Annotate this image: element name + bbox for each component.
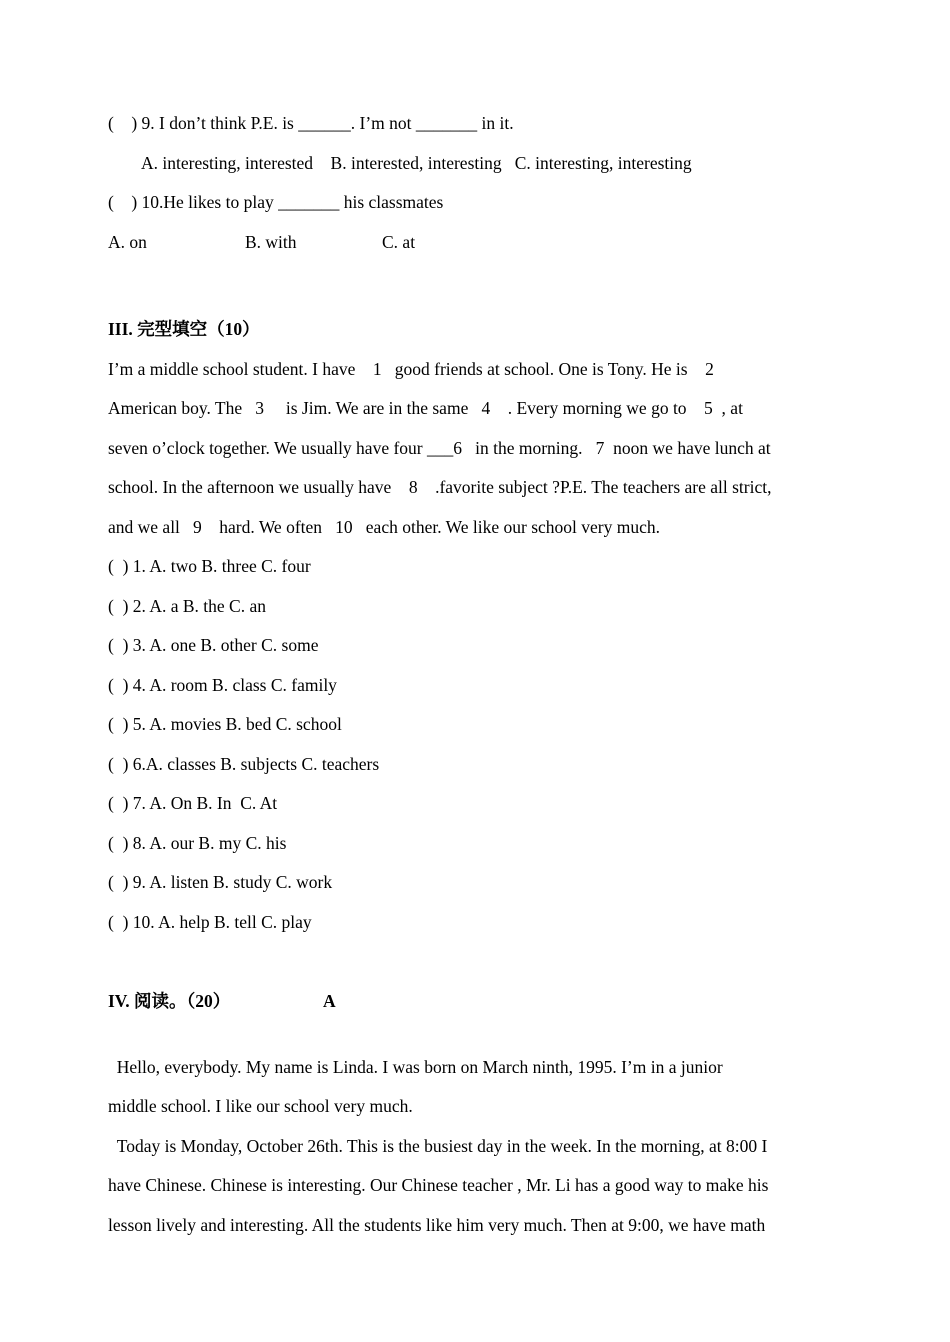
reading-heading-label: IV. 阅读。（20） [108, 991, 231, 1011]
spacer-after-reading-heading [108, 1022, 843, 1048]
cloze-passage-line-3: seven o’clock together. We usually have four ___6 in the morning. 7 noon we have lunch at [108, 437, 771, 458]
question-10-option-b: B. with [245, 231, 297, 252]
reading-paragraph-2-line-2: have Chinese. Chinese is interesting. Our Chinese teacher , Mr. Li has a good way to make his [108, 1175, 769, 1195]
reading-paragraph-1-line-2: middle school. I like our school very much. [108, 1096, 413, 1116]
question-10-option-a: A. on [108, 231, 147, 252]
spacer-before-cloze [108, 262, 843, 288]
cloze-item-8: ( ) 8. A. our B. my C. his [108, 832, 287, 853]
reading-section-heading [108, 982, 843, 1022]
question-10-option-c: C. at [382, 231, 416, 252]
cloze-item-1: ( ) 1. A. two B. three C. four [108, 556, 311, 576]
spacer-before-reading [108, 942, 843, 982]
question-9-stem: ( ) 9. I don’t think P.E. is ______. I’m not _______ in it. [108, 113, 514, 133]
reading-part-letter: A [323, 991, 336, 1011]
cloze-item-7: ( ) 7. A. On B. In C. At [108, 793, 278, 813]
question-10-options [108, 223, 843, 263]
document-content [108, 104, 843, 1245]
cloze-item-5: ( ) 5. A. movies B. bed C. school [108, 714, 342, 734]
cloze-passage-line-4: school. In the afternoon we usually have 8 .favorite subject ?P.E. The teachers are all strict, [108, 477, 772, 497]
question-10-stem: ( ) 10.He likes to play _______ his classmates [108, 192, 444, 212]
cloze-item-2: ( ) 2. A. a B. the C. an [108, 595, 266, 616]
cloze-item-3: ( ) 3. A. one B. other C. some [108, 635, 319, 655]
cloze-item-6: ( ) 6.A. classes B. subjects C. teachers [108, 753, 380, 774]
cloze-item-10: ( ) 10. A. help B. tell C. play [108, 911, 312, 932]
cloze-item-4: ( ) 4. A. room B. class C. family [108, 674, 337, 695]
cloze-section-heading: III. 完型填空（10） [108, 319, 260, 339]
question-9-options: A. interesting, interested B. interested, interesting C. interesting, interesting [141, 152, 692, 173]
cloze-item-9: ( ) 9. A. listen B. study C. work [108, 872, 333, 892]
reading-paragraph-2-line-3: lesson lively and interesting. All the students like him very much. Then at 9:00, we have math [108, 1214, 766, 1235]
cloze-passage-line-1: I’m a middle school student. I have 1 good friends at school. One is Tony. He is 2 [108, 358, 714, 379]
cloze-passage-line-5: and we all 9 hard. We often 10 each other. We like our school very much. [108, 516, 661, 537]
cloze-passage-line-2: American boy. The 3 is Jim. We are in the same 4 . Every morning we go to 5 , at [108, 398, 743, 418]
reading-paragraph-1-line-1: Hello, everybody. My name is Linda. I was born on March ninth, 1995. I’m in a junior [108, 1056, 723, 1077]
reading-paragraph-2-line-1: Today is Monday, October 26th. This is the busiest day in the week. In the morning, at 8:00 I [108, 1135, 768, 1156]
